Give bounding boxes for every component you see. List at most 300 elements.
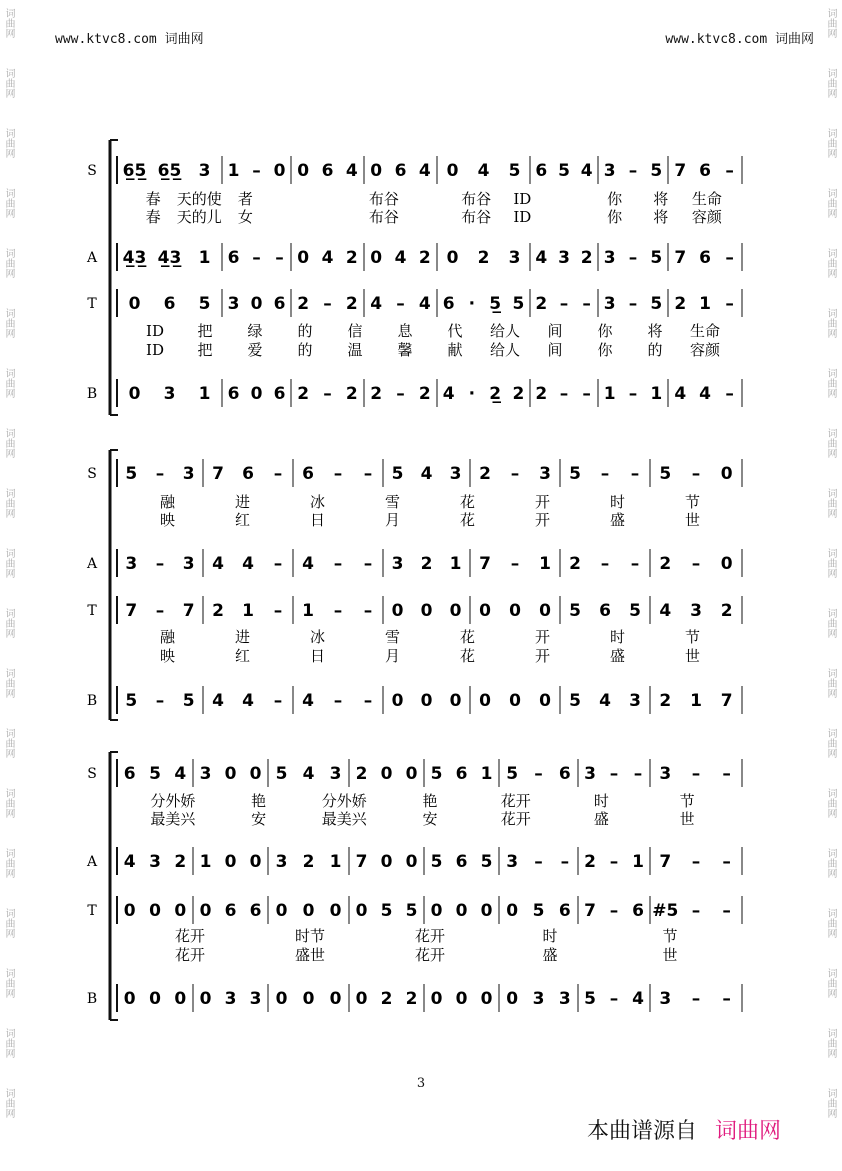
note-s: – bbox=[155, 464, 165, 484]
note-a: 4̲3̲ bbox=[157, 248, 182, 268]
lyric-soprano: 春 bbox=[145, 208, 161, 226]
note-a: 3 bbox=[125, 554, 138, 574]
note-b: – bbox=[333, 691, 343, 711]
side-watermark-text: 词曲网 bbox=[825, 848, 836, 878]
note-b: 2 bbox=[659, 691, 672, 711]
note-b: · bbox=[468, 384, 476, 404]
note-s: 0 bbox=[720, 464, 733, 484]
note-b: 3 bbox=[629, 691, 641, 711]
lyric-soprano: 时 bbox=[593, 792, 609, 810]
lyric-tenor: 馨 bbox=[397, 341, 413, 359]
lyric-tenor: 间 bbox=[547, 341, 563, 359]
note-t: #5 bbox=[652, 901, 679, 921]
note-a: 2 bbox=[477, 248, 490, 268]
note-b: – bbox=[725, 384, 734, 404]
lyric-tenor: 时节 bbox=[294, 927, 326, 945]
note-a: – bbox=[275, 248, 284, 268]
lyric-tenor: 你 bbox=[597, 341, 613, 359]
lyric-soprano: 女 bbox=[237, 208, 253, 226]
footer-source bbox=[587, 1114, 781, 1145]
note-b: 0 bbox=[128, 384, 141, 404]
note-b: 4 bbox=[674, 384, 687, 404]
lyric-tenor: 开 bbox=[534, 628, 551, 646]
side-watermark-text: 词曲网 bbox=[3, 788, 14, 818]
side-watermark-text: 词曲网 bbox=[3, 548, 14, 578]
lyric-soprano: 天的使 bbox=[176, 190, 222, 208]
lyric-tenor: 映 bbox=[159, 647, 176, 665]
note-a: 6 bbox=[455, 852, 468, 872]
lyric-soprano: 分外娇 bbox=[150, 792, 196, 810]
note-s: 4 bbox=[477, 161, 490, 181]
note-t: 5̲ bbox=[489, 294, 502, 314]
note-a: 3 bbox=[508, 248, 521, 268]
note-a: 1 bbox=[539, 554, 551, 574]
lyric-tenor: 爱 bbox=[247, 341, 263, 359]
note-b: – bbox=[363, 691, 373, 711]
lyric-soprano: 红 bbox=[234, 511, 251, 529]
note-s: 4 bbox=[418, 161, 431, 181]
note-a: – bbox=[600, 554, 610, 574]
note-b: 0 bbox=[509, 691, 521, 711]
lyric-soprano: 艳 bbox=[422, 792, 438, 810]
note-a: 6 bbox=[699, 248, 711, 268]
lyric-tenor: 息 bbox=[397, 322, 413, 340]
note-s: 3 bbox=[603, 161, 616, 181]
note-b: 1 bbox=[690, 691, 702, 711]
note-b: 2̲ bbox=[489, 384, 502, 404]
note-a: 6 bbox=[227, 248, 240, 268]
note-s: 4 bbox=[174, 764, 187, 784]
note-a: 4 bbox=[212, 554, 224, 574]
lyric-soprano: 节 bbox=[684, 493, 701, 511]
lyric-tenor: 红 bbox=[234, 647, 251, 665]
note-t: 5 bbox=[198, 294, 211, 314]
note-b: 6 bbox=[273, 384, 286, 404]
note-s: 7 bbox=[212, 464, 224, 484]
lyric-tenor: 容颜 bbox=[689, 341, 721, 359]
note-t: 0 bbox=[539, 601, 551, 621]
note-s: 5 bbox=[558, 161, 570, 181]
note-b: 0 bbox=[329, 989, 342, 1009]
note-s: 6 bbox=[123, 764, 136, 784]
lyric-tenor: 给人 bbox=[489, 341, 521, 359]
note-t: 0 bbox=[479, 601, 491, 621]
page-number: 3 bbox=[416, 1076, 426, 1091]
note-a: 7 bbox=[674, 248, 687, 268]
note-t: 5 bbox=[380, 901, 393, 921]
note-b: 0 bbox=[449, 691, 462, 711]
note-t: 0 bbox=[275, 901, 288, 921]
lyric-tenor: 的 bbox=[297, 322, 313, 340]
side-watermark-text: 词曲网 bbox=[3, 908, 14, 938]
note-a: 1 bbox=[329, 852, 342, 872]
note-b: 4 bbox=[442, 384, 455, 404]
note-b: – bbox=[609, 989, 619, 1009]
note-t: 5 bbox=[629, 601, 641, 621]
note-s: 3 bbox=[182, 464, 195, 484]
lyric-soprano: 世 bbox=[679, 810, 695, 828]
lyric-soprano: 天的儿 bbox=[176, 208, 222, 226]
note-b: 4 bbox=[212, 691, 224, 711]
side-watermark-text: 词曲网 bbox=[825, 1088, 836, 1118]
note-a: 1 bbox=[199, 852, 212, 872]
note-b: – bbox=[722, 989, 731, 1009]
lyric-tenor: 盛 bbox=[542, 946, 558, 964]
note-b: 2 bbox=[405, 989, 418, 1009]
note-a: 0 bbox=[249, 852, 262, 872]
header-left-url: www.ktvc8.com 词曲网 bbox=[55, 32, 204, 47]
note-t: 3 bbox=[227, 294, 240, 314]
lyric-tenor: ID bbox=[146, 322, 164, 340]
note-s: – bbox=[691, 764, 701, 784]
note-s: 5 bbox=[125, 464, 138, 484]
note-t: – bbox=[691, 901, 701, 921]
note-t: 0 bbox=[302, 901, 315, 921]
note-a: – bbox=[273, 554, 283, 574]
lyric-soprano: 盛 bbox=[593, 810, 609, 828]
note-a: 0 bbox=[224, 852, 237, 872]
note-s: 3 bbox=[198, 161, 211, 181]
note-s: 5 bbox=[149, 764, 161, 784]
note-a: 2 bbox=[418, 248, 431, 268]
side-watermark-text: 词曲网 bbox=[3, 308, 14, 338]
note-t: 2 bbox=[535, 294, 548, 314]
note-t: – bbox=[628, 294, 638, 314]
side-watermark-text: 词曲网 bbox=[825, 908, 836, 938]
lyric-tenor: 进 bbox=[234, 628, 251, 646]
lyric-tenor: 代 bbox=[447, 322, 463, 340]
note-a: 4 bbox=[242, 554, 254, 574]
note-t: 0 bbox=[199, 901, 212, 921]
note-b: 0 bbox=[275, 989, 288, 1009]
note-s: 0 bbox=[380, 764, 393, 784]
note-a: – bbox=[252, 248, 261, 268]
note-s: 2 bbox=[355, 764, 368, 784]
note-s: 3 bbox=[539, 464, 551, 484]
note-s: 0 bbox=[370, 161, 383, 181]
side-watermark-text: 词曲网 bbox=[3, 428, 14, 458]
lyric-soprano: 进 bbox=[234, 493, 251, 511]
note-s: – bbox=[609, 764, 619, 784]
footer-brand: 词曲网 bbox=[715, 1119, 782, 1144]
note-s: 5 bbox=[650, 161, 663, 181]
lyric-tenor: 世 bbox=[662, 946, 678, 964]
note-t: 2 bbox=[674, 294, 687, 314]
note-b: 2 bbox=[418, 384, 431, 404]
note-t: 0 bbox=[174, 901, 187, 921]
note-a: 5 bbox=[430, 852, 443, 872]
note-s: – bbox=[628, 161, 638, 181]
lyric-soprano: 分外娇 bbox=[321, 792, 367, 810]
note-t: – bbox=[559, 294, 569, 314]
part-label-s: S bbox=[87, 163, 97, 179]
note-t: 0 bbox=[250, 294, 263, 314]
note-s: – bbox=[600, 464, 610, 484]
note-a: 3 bbox=[506, 852, 519, 872]
note-b: 1 bbox=[198, 384, 211, 404]
note-a: 4 bbox=[321, 248, 334, 268]
note-b: 4 bbox=[242, 691, 254, 711]
note-a: 2 bbox=[302, 852, 315, 872]
note-a: 3 bbox=[558, 248, 570, 268]
note-b: 3 bbox=[249, 989, 262, 1009]
note-t: 0 bbox=[420, 601, 433, 621]
lyric-soprano: 月 bbox=[384, 511, 401, 529]
side-watermark-text: 词曲网 bbox=[3, 608, 14, 638]
note-b: 2 bbox=[380, 989, 393, 1009]
note-t: 0 bbox=[430, 901, 443, 921]
side-watermark-text: 词曲网 bbox=[3, 728, 14, 758]
note-s: 6 bbox=[302, 464, 314, 484]
note-a: 4̲3̲ bbox=[122, 248, 147, 268]
lyric-tenor: 节 bbox=[662, 927, 678, 945]
note-t: 1 bbox=[242, 601, 254, 621]
note-a: – bbox=[630, 554, 640, 574]
note-a: – bbox=[691, 554, 701, 574]
note-s: 4 bbox=[302, 764, 315, 784]
note-s: – bbox=[633, 764, 643, 784]
note-a: – bbox=[155, 554, 165, 574]
note-t: 5 bbox=[512, 294, 525, 314]
note-a: 2 bbox=[345, 248, 358, 268]
lyric-soprano: 映 bbox=[159, 511, 176, 529]
side-watermark-text: 词曲网 bbox=[825, 188, 836, 218]
note-s: 6 bbox=[321, 161, 334, 181]
note-t: 6 bbox=[442, 294, 455, 314]
side-watermark-text: 词曲网 bbox=[825, 788, 836, 818]
lyric-soprano: 节 bbox=[679, 792, 695, 810]
side-watermark-text: 词曲网 bbox=[825, 68, 836, 98]
lyric-soprano: 花开 bbox=[500, 810, 531, 828]
note-t: – bbox=[363, 601, 373, 621]
note-s: 3 bbox=[329, 764, 342, 784]
side-watermark-text: 词曲网 bbox=[3, 188, 14, 218]
lyric-soprano: 容颜 bbox=[691, 208, 722, 226]
note-a: 7 bbox=[479, 554, 491, 574]
note-s: 4 bbox=[420, 464, 433, 484]
side-watermark-text: 词曲网 bbox=[825, 728, 836, 758]
note-b: 3 bbox=[224, 989, 237, 1009]
lyric-soprano: ID bbox=[513, 190, 532, 208]
lyric-soprano: 盛 bbox=[609, 511, 626, 529]
note-t: 0 bbox=[455, 901, 468, 921]
note-b: 0 bbox=[250, 384, 263, 404]
note-s: – bbox=[273, 464, 283, 484]
note-s: 5 bbox=[659, 464, 672, 484]
note-t: 4 bbox=[370, 294, 383, 314]
note-t: 0 bbox=[128, 294, 141, 314]
lyric-soprano: 花 bbox=[459, 511, 476, 529]
note-b: 0 bbox=[149, 989, 161, 1009]
lyric-tenor: 生命 bbox=[689, 322, 721, 340]
side-watermark-text: 词曲网 bbox=[3, 368, 14, 398]
note-t: – bbox=[273, 601, 283, 621]
note-t: – bbox=[725, 294, 734, 314]
note-b: 0 bbox=[420, 691, 433, 711]
note-t: – bbox=[155, 601, 165, 621]
lyric-soprano: 花 bbox=[459, 493, 476, 511]
note-t: 0 bbox=[329, 901, 342, 921]
note-b: 3 bbox=[558, 989, 571, 1009]
lyric-tenor: 冰 bbox=[309, 628, 326, 646]
side-watermark-text: 词曲网 bbox=[825, 608, 836, 638]
note-a: 0 bbox=[720, 554, 733, 574]
note-a: 2 bbox=[580, 248, 593, 268]
note-s: – bbox=[510, 464, 520, 484]
side-watermark-text: 词曲网 bbox=[825, 308, 836, 338]
side-watermark-text: 词曲网 bbox=[3, 488, 14, 518]
note-b: 0 bbox=[506, 989, 519, 1009]
note-t: – bbox=[609, 901, 619, 921]
side-watermark-text: 词曲网 bbox=[3, 1028, 14, 1058]
part-label-b: B bbox=[86, 991, 98, 1007]
note-a: 7 bbox=[659, 852, 672, 872]
note-a: 4 bbox=[123, 852, 136, 872]
note-t: 7 bbox=[584, 901, 596, 921]
lyric-soprano: 你 bbox=[607, 190, 623, 208]
lyric-tenor: 的 bbox=[647, 341, 663, 359]
lyric-tenor: 花 bbox=[459, 628, 476, 646]
note-s: – bbox=[363, 464, 373, 484]
lyric-soprano: 日 bbox=[309, 511, 326, 529]
note-b: 0 bbox=[539, 691, 551, 711]
lyric-soprano: 融 bbox=[159, 493, 176, 511]
note-a: 2 bbox=[659, 554, 672, 574]
note-s: 3 bbox=[449, 464, 462, 484]
lyric-tenor: 把 bbox=[197, 322, 213, 340]
lyric-soprano: 时 bbox=[609, 493, 626, 511]
lyric-tenor: 花开 bbox=[414, 927, 446, 945]
lyric-tenor: ID bbox=[146, 341, 164, 359]
note-t: 2 bbox=[720, 601, 733, 621]
note-t: 6 bbox=[558, 901, 571, 921]
note-b: 5 bbox=[125, 691, 138, 711]
note-t: 6 bbox=[599, 601, 611, 621]
lyric-tenor: 日 bbox=[309, 647, 326, 665]
note-b: – bbox=[323, 384, 332, 404]
note-a: 3 bbox=[391, 554, 404, 574]
note-b: 4 bbox=[599, 691, 611, 711]
part-label-b: B bbox=[86, 693, 98, 709]
side-watermark-text: 词曲网 bbox=[825, 128, 836, 158]
note-s: – bbox=[252, 161, 261, 181]
note-a: 4 bbox=[394, 248, 407, 268]
side-watermark-text: 词曲网 bbox=[825, 968, 836, 998]
note-b: 0 bbox=[391, 691, 404, 711]
note-t: 5 bbox=[650, 294, 663, 314]
note-s: 6 bbox=[455, 764, 468, 784]
note-a: 0 bbox=[405, 852, 418, 872]
side-watermark-text: 词曲网 bbox=[825, 668, 836, 698]
note-b: 0 bbox=[480, 989, 493, 1009]
lyric-tenor: 信 bbox=[347, 322, 363, 340]
part-label-a: A bbox=[86, 556, 98, 572]
note-b: 0 bbox=[479, 691, 491, 711]
note-s: 3 bbox=[584, 764, 596, 784]
lyric-tenor: 花 bbox=[459, 647, 476, 665]
note-b: 7 bbox=[720, 691, 733, 711]
side-watermark-text: 词曲网 bbox=[825, 8, 836, 38]
lyric-soprano: 生命 bbox=[691, 190, 722, 208]
note-a: 4 bbox=[535, 248, 548, 268]
lyric-tenor: 盛世 bbox=[294, 946, 326, 964]
note-b: 5 bbox=[584, 989, 596, 1009]
note-a: – bbox=[722, 852, 731, 872]
lyric-tenor: 时 bbox=[609, 628, 626, 646]
lyric-soprano: 世 bbox=[684, 511, 701, 529]
lyric-soprano: 安 bbox=[422, 810, 438, 828]
note-s: – bbox=[722, 764, 731, 784]
side-watermark-text: 词曲网 bbox=[825, 488, 836, 518]
lyric-tenor: 融 bbox=[159, 628, 176, 646]
note-t: 0 bbox=[509, 601, 521, 621]
note-b: 0 bbox=[455, 989, 468, 1009]
note-b: – bbox=[628, 384, 638, 404]
note-b: – bbox=[155, 691, 165, 711]
lyric-soprano: 将 bbox=[653, 190, 669, 208]
side-watermark-text: 词曲网 bbox=[825, 1028, 836, 1058]
note-b: 0 bbox=[302, 989, 315, 1009]
note-s: 0 bbox=[273, 161, 286, 181]
part-label-t: T bbox=[87, 603, 97, 619]
lyric-tenor: 间 bbox=[547, 322, 563, 340]
note-a: 2 bbox=[420, 554, 433, 574]
note-s: 0 bbox=[297, 161, 310, 181]
lyric-tenor: 你 bbox=[597, 322, 613, 340]
side-watermark-text: 词曲网 bbox=[825, 368, 836, 398]
part-label-b: B bbox=[86, 386, 98, 402]
note-a: 2 bbox=[174, 852, 187, 872]
note-a: – bbox=[725, 248, 734, 268]
note-s: 6̲5̲ bbox=[157, 161, 182, 181]
note-s: 5 bbox=[508, 161, 521, 181]
lyric-tenor: 温 bbox=[347, 341, 363, 359]
part-label-t: T bbox=[87, 296, 97, 312]
note-s: 5 bbox=[275, 764, 288, 784]
note-s: 5 bbox=[569, 464, 581, 484]
lyric-tenor: 给人 bbox=[489, 322, 521, 340]
note-t: 5 bbox=[532, 901, 545, 921]
note-b: 1 bbox=[650, 384, 663, 404]
note-s: 6 bbox=[699, 161, 711, 181]
note-b: 3 bbox=[532, 989, 545, 1009]
note-t: · bbox=[468, 294, 476, 314]
lyric-tenor: 节 bbox=[684, 628, 701, 646]
note-a: 0 bbox=[297, 248, 310, 268]
note-s: – bbox=[534, 764, 543, 784]
note-b: – bbox=[396, 384, 405, 404]
footer-source-label: 本曲谱源自 bbox=[587, 1119, 698, 1144]
note-b: 0 bbox=[199, 989, 212, 1009]
note-b: – bbox=[691, 989, 701, 1009]
lyric-soprano: 布谷 bbox=[461, 190, 492, 208]
lyric-tenor: 献 bbox=[447, 341, 463, 359]
note-a: 3 bbox=[275, 852, 288, 872]
note-s: 4 bbox=[345, 161, 358, 181]
header-right-url: www.ktvc8.com 词曲网 bbox=[665, 32, 814, 47]
note-t: 6 bbox=[249, 901, 262, 921]
note-b: 0 bbox=[123, 989, 136, 1009]
note-b: 2 bbox=[345, 384, 358, 404]
note-a: – bbox=[510, 554, 520, 574]
note-s: – bbox=[725, 161, 734, 181]
lyric-tenor: 雪 bbox=[384, 628, 401, 646]
part-label-t: T bbox=[87, 903, 97, 919]
note-b: 5 bbox=[182, 691, 195, 711]
lyric-tenor: 盛 bbox=[609, 647, 626, 665]
part-label-s: S bbox=[87, 766, 97, 782]
note-s: 4 bbox=[580, 161, 593, 181]
